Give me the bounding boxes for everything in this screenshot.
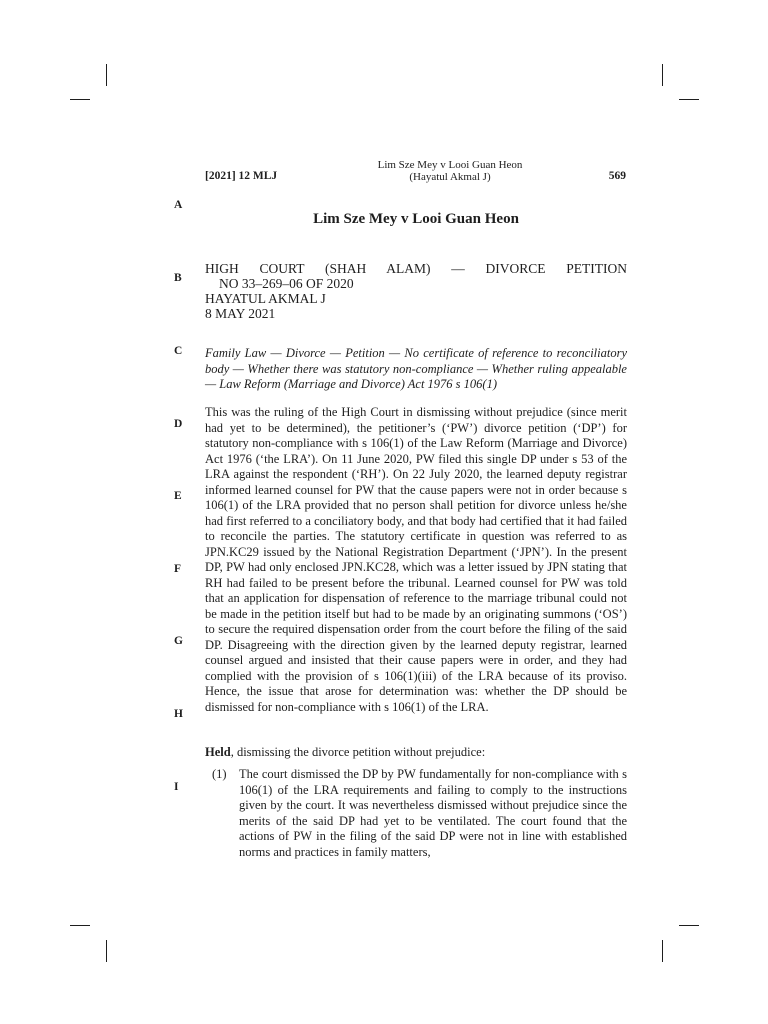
court-details	[205, 261, 627, 321]
page-number: 569	[608, 170, 626, 182]
margin-letter: A	[174, 199, 183, 211]
crop-mark	[662, 64, 663, 86]
margin-letter: G	[174, 635, 183, 647]
crop-mark	[70, 99, 90, 100]
decision-date: 8 MAY 2021	[205, 306, 276, 321]
margin-letter: H	[174, 708, 183, 720]
holding-item	[205, 767, 627, 860]
case-summary: This was the ruling of the High Court in dismissing without prejudice (since merit had yet to be determined), the petitioner’s (‘PW’) divorce petition (‘DP’) for statutory non-compliance with s 106(1) of the Law Reform (Marriage and Divorce) Act 1976 (‘the LRA’). On 11 June 2020, PW filed this single DP under s 53 of the LRA against the respondent (‘RH’). On 22 July 2020, the learned deputy registrar informed learned counsel for PW that the cause papers were not in order because s 106(1) of the LRA provided that no person shall petition for divorce unless he/she had first referred to a conciliatory body, and that body had certified that it had failed to reconcile the parties. The statutory certificate in question was referred to as JPN.KC29 issued by the National Registration Department (‘JPN’). In the present DP, PW had only enclosed JPN.KC28, which was a letter issued by JPN stating that RH had failed to be present before the tribunal. Learned counsel for PW was told that an application for dispensation of reference to the marriage tribunal could not be made in the petition itself but had to be made by an originating summons (‘OS’) to secure the required dispensation order from the court before the filing of the said DP. Disagreeing with the direction given by the learned deputy registrar, learned counsel argued and insisted that their cause papers were in order, and they had complied with the provision of s 106(1)(iii) of the LRA because of its proviso. Hence, the issue that arose for determination was: whether the DP should be dismissed for non-compliance with s 106(1) of the LRA.	[205, 405, 627, 714]
held-text: , dismissing the divorce petition without prejudice:	[230, 745, 486, 759]
margin-letter: F	[174, 563, 182, 575]
holding-text: The court dismissed the DP by PW fundamentally for non-compliance with s 106(1) of the LRA requirements and failing to comply to the instructions given by the court. It was nevertheless dismissed without prejudice since the merits of the said DP had yet to be ventilated. The court found that the actions of PW in the filing of the said DP were not in line with established norms and practices in family matters,	[239, 767, 627, 859]
crop-mark	[70, 925, 90, 926]
judge-name: HAYATUL AKMAL J	[205, 291, 326, 306]
crop-mark	[106, 940, 107, 962]
crop-mark	[106, 64, 107, 86]
holding-number: (1)	[212, 767, 227, 781]
margin-letter: I	[174, 781, 179, 793]
catchwords: Family Law — Divorce — Petition — No certificate of reference to reconciliatory body — Whether there was statutory non-compliance — Whether ruling appealable — Law Reform (Marriage and Divorce) Act 1976 s 106(1)	[205, 346, 627, 391]
crop-mark	[679, 99, 699, 100]
case-title: Lim Sze Mey v Looi Guan Heon	[313, 211, 519, 227]
margin-letter: D	[174, 418, 183, 430]
court-line: HIGH COURT (SHAH ALAM) — DIVORCE PETITION	[205, 261, 627, 276]
crop-mark	[679, 925, 699, 926]
running-header-citation: [2021] 12 MLJ	[205, 170, 278, 182]
margin-letter: E	[174, 490, 182, 502]
margin-letter: C	[174, 345, 183, 357]
held-label: Held	[205, 745, 231, 759]
crop-mark	[662, 940, 663, 962]
margin-letter: B	[174, 272, 182, 284]
held-line	[205, 745, 627, 760]
running-header-case	[330, 159, 570, 183]
running-header-judge: (Hayatul Akmal J)	[409, 171, 491, 183]
case-number: NO 33–269–06 OF 2020	[219, 276, 354, 291]
running-header-case-name: Lim Sze Mey v Looi Guan Heon	[377, 159, 523, 171]
